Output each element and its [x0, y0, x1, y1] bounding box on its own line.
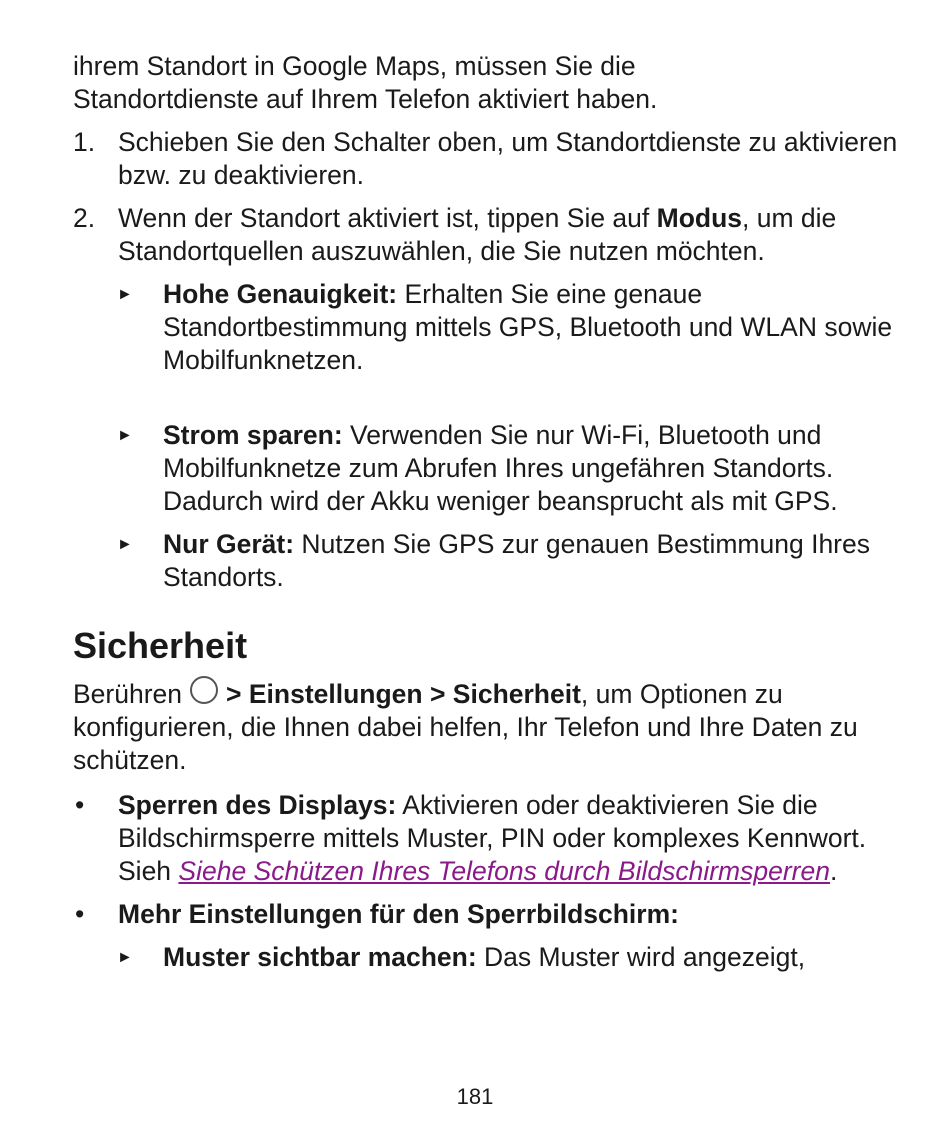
screen-lock-link[interactable]: Siehe Schützen Ihres Telefons durch Bildschirmsperren [178, 856, 830, 886]
step-text-pre: Wenn der Standort aktiviert ist, tippen Sie auf [118, 203, 657, 233]
bullet-term: Mehr Einstellungen für den Sperrbildschirm: [118, 899, 679, 929]
mode-desc: Nutzen Sie GPS zur genauen Bestimmung Ihres Standorts. [163, 529, 870, 592]
bullet-after: . [829, 856, 838, 886]
bullet-dot-icon: • [75, 790, 85, 820]
bullet-item-lock-screen [73, 789, 903, 888]
mode-term: Hohe Genauigkeit: [163, 279, 398, 309]
mode-desc: Erhalten Sie eine genaue Standortbestimmung mittels GPS, Bluetooth und WLAN sowie Mobilfunknetzen. [163, 279, 893, 375]
settings-path: > Einstellungen > Sicherheit [226, 679, 581, 709]
section-intro-pre: Berühren [73, 679, 183, 709]
step-text-post: , um die Standortquellen auszuwählen, die Sie nutzen möchten. [118, 203, 837, 266]
sub-bullet-term: Muster sichtbar machen: [163, 942, 477, 972]
intro-line-1: ihrem Standort in Google Maps, müssen Sie die [73, 51, 636, 81]
bullet-term: Sperren des Displays: [118, 790, 397, 820]
bullet-item-more-settings [73, 898, 903, 931]
document-page [73, 50, 903, 984]
triangle-bullet-icon: ► [117, 286, 133, 303]
mode-item-device-only [73, 528, 903, 594]
step-text: Schieben Sie den Schalter oben, um Standortdienste zu aktivieren bzw. zu deaktivieren. [118, 127, 898, 190]
triangle-bullet-icon: ► [117, 949, 133, 966]
page-number: 181 [456, 1084, 494, 1109]
home-circle-icon [190, 676, 218, 704]
section-intro [73, 676, 903, 777]
mode-item-high-accuracy [73, 278, 903, 377]
intro-paragraph [73, 50, 903, 116]
intro-line-2: Standortdienste auf Ihrem Telefon aktiviert haben. [73, 84, 658, 114]
mode-desc: Verwenden Sie nur Wi-Fi, Bluetooth und Mobilfunknetze zum Abrufen Ihres ungefähren Standorts. Dadurch wird der Akku weniger beansprucht als mit GPS. [163, 420, 838, 516]
step-number: 2. [73, 203, 96, 233]
sub-bullet-desc: Das Muster wird angezeigt, [476, 942, 806, 972]
step-bold-term: Modus [656, 203, 743, 233]
bullet-desc: Aktivieren oder deaktivieren Sie die Bildschirmsperre mittels Muster, PIN oder komplexes Kennwort. Sieh [118, 790, 867, 886]
triangle-bullet-icon: ► [117, 427, 133, 444]
step-number: 1. [73, 127, 96, 157]
mode-item-battery-saving [73, 419, 903, 518]
mode-term: Nur Gerät: [163, 529, 295, 559]
numbered-step-1 [73, 126, 903, 192]
numbered-step-2 [73, 202, 903, 268]
section-intro-post: , um Optionen zu konfigurieren, die Ihnen dabei helfen, Ihr Telefon und Ihre Daten zu schützen. [73, 679, 858, 775]
section-heading: Sicherheit [73, 625, 248, 666]
triangle-bullet-icon: ► [117, 536, 133, 553]
bullet-dot-icon: • [75, 899, 85, 929]
mode-term: Strom sparen: [163, 420, 343, 450]
sub-bullet-show-pattern [73, 941, 903, 974]
